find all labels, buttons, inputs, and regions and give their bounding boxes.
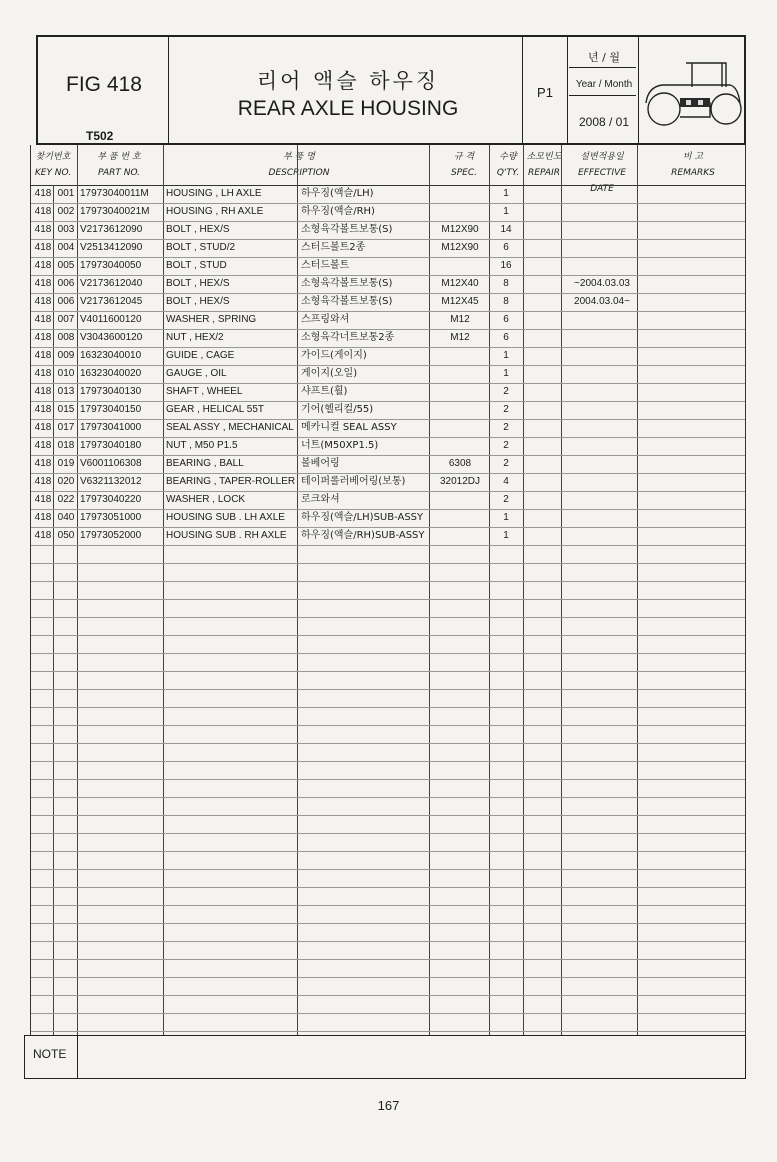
row-rule [31,599,745,600]
cell-part: 17973040220 [80,494,142,505]
note-divider [77,1036,78,1078]
col-header-remarks: 비 고 REMARKS [671,152,715,178]
col-header-effective-date: 설변적용일 EFFECTIVE DATE [577,152,626,194]
row-rule [31,833,745,834]
cell-fig: 418 [34,512,52,523]
cell-qty: 2 [503,458,509,469]
cell-qty: 4 [503,476,509,487]
row-rule [31,959,745,960]
note-label: NOTE [33,1047,67,1061]
cell-desc-en: BEARING , TAPER-ROLLER [166,476,296,487]
cell-part: 17973052000 [80,530,142,541]
cell-part: 17973040021M [80,206,150,217]
cell-desc-ko: 하우징(액슬/RH)SUB-ASSY [301,530,425,541]
table-row [31,275,745,293]
row-rule [31,563,745,564]
cell-desc-ko: 소형육각볼트보통(S) [301,278,393,289]
cell-spec: M12X90 [441,242,479,253]
cell-part: 17973051000 [80,512,142,523]
cell-desc-en: GAUGE , OIL [166,368,227,379]
cell-key: 017 [57,422,75,433]
cell-qty: 8 [503,278,509,289]
cell-desc-en: HOUSING SUB . LH AXLE [166,512,285,523]
cell-desc-ko: 게이지(오일) [301,368,358,379]
cell-desc-en: WASHER , LOCK [166,494,246,505]
row-rule [31,995,745,996]
cell-qty: 6 [503,242,509,253]
header-block [36,35,746,145]
cell-fig: 418 [34,296,52,307]
cell-part: 17973040150 [80,404,142,415]
row-rule [31,851,745,852]
page-label: P1 [537,85,553,100]
cell-desc-ko: 소형육각너트보통2종 [301,332,395,343]
row-rule [31,761,745,762]
cell-qty: 1 [503,350,509,361]
cell-desc-en: NUT , M50 P1.5 [166,440,238,451]
row-rule [31,923,745,924]
cell-fig: 418 [34,368,52,379]
cell-desc-ko: 로크와셔 [301,494,340,505]
cell-key: 003 [57,224,75,235]
cell-part: 16323040010 [80,350,142,361]
cell-desc-ko: 기어(헬리컬/55) [301,404,374,415]
title-english: REAR AXLE HOUSING [237,97,459,120]
cell-desc-ko: 소형육각볼트보통(S) [301,296,393,307]
row-rule [31,797,745,798]
cell-key: 008 [57,332,75,343]
table-row [31,401,745,419]
cell-part: V6001106308 [80,458,142,469]
row-rule [31,1031,745,1032]
table-row [31,455,745,473]
cell-desc-en: SHAFT , WHEEL [166,386,243,397]
cell-spec: M12 [450,314,470,325]
cell-fig: 418 [34,314,52,325]
row-rule [31,617,745,618]
cell-fig: 418 [34,206,52,217]
cell-desc-en: GUIDE , CAGE [166,350,235,361]
cell-fig: 418 [34,440,52,451]
cell-key: 020 [57,476,75,487]
table-row [31,221,745,239]
table-row [31,509,745,527]
col-header-key: 찾기번호 KEY NO. [34,152,72,178]
cell-qty: 1 [503,206,509,217]
cell-part: V3043600120 [80,332,143,343]
cell-fig: 418 [34,476,52,487]
row-rule [31,815,745,816]
header-divider [569,67,636,68]
cell-qty: 8 [503,296,509,307]
cell-desc-ko: 볼베어링 [301,458,340,469]
cell-qty: 1 [503,368,509,379]
cell-qty: 2 [503,440,509,451]
table-row [31,293,745,311]
cell-fig: 418 [34,458,52,469]
cell-key: 001 [57,188,75,199]
cell-qty: 6 [503,332,509,343]
cell-key: 006 [57,296,75,307]
cell-eff: 2004.03.04~ [574,296,630,307]
col-header-description: 부 품 명 DESCRIPTION [268,152,330,178]
cell-fig: 418 [34,278,52,289]
cell-qty: 1 [503,530,509,541]
table-row [31,491,745,509]
row-rule [31,1013,745,1014]
page-number: 167 [377,1098,400,1113]
cell-spec: M12 [450,332,470,343]
cell-key: 019 [57,458,75,469]
cell-desc-ko: 샤프트(휠) [301,386,348,397]
cell-spec: M12X90 [441,224,479,235]
table-row [31,383,745,401]
cell-desc-en: BEARING , BALL [166,458,244,469]
row-rule [31,725,745,726]
cell-desc-en: HOUSING , RH AXLE [166,206,264,217]
cell-part: 17973040050 [80,260,142,271]
cell-part: V6321132012 [80,476,142,487]
year-month-korean: 년 / 월 [588,51,620,64]
cell-spec: M12X40 [441,278,479,289]
cell-desc-en: NUT , HEX/2 [166,332,224,343]
cell-key: 006 [57,278,75,289]
cell-spec: 6308 [448,458,472,469]
cell-qty: 2 [503,404,509,415]
cell-fig: 418 [34,422,52,433]
cell-qty: 14 [500,224,512,235]
cell-fig: 418 [34,350,52,361]
cell-fig: 418 [34,188,52,199]
cell-part: 17973040180 [80,440,142,451]
table-row [31,347,745,365]
cell-desc-ko: 메카니컬 SEAL ASSY [301,422,397,433]
cell-desc-ko: 스프링와셔 [301,314,350,325]
note-box [24,1035,746,1079]
table-row [31,437,745,455]
parts-sheet [24,35,746,1079]
cell-part: V2173612040 [80,278,143,289]
figure-number: FIG 418 [66,73,142,96]
cell-desc-en: BOLT , HEX/S [166,278,230,289]
cell-qty: 2 [503,494,509,505]
cell-key: 015 [57,404,75,415]
row-rule [31,977,745,978]
row-rule [31,941,745,942]
table-row [31,527,745,545]
cell-desc-en: GEAR , HELICAL 55T [166,404,264,415]
row-rule [31,779,745,780]
cell-desc-ko: 하우징(액슬/LH)SUB-ASSY [301,512,424,523]
tractor-icon [642,57,746,137]
header-divider [168,37,169,143]
table-row [31,311,745,329]
cell-desc-en: BOLT , STUD [166,260,227,271]
cell-key: 007 [57,314,75,325]
cell-part: V2173612090 [80,224,143,235]
cell-fig: 418 [34,386,52,397]
cell-part: 17973041000 [80,422,142,433]
year-month-label: Year / Month [575,79,633,90]
cell-desc-ko: 스터드볼트2종 [301,242,366,253]
cell-desc-en: SEAL ASSY , MECHANICAL [166,422,294,433]
cell-part: V2173612045 [80,296,143,307]
cell-part: V2513412090 [80,242,143,253]
row-rule [31,905,745,906]
table-row [31,239,745,257]
cell-spec: M12X45 [441,296,479,307]
cell-fig: 418 [34,530,52,541]
row-rule [31,869,745,870]
cell-fig: 418 [34,224,52,235]
cell-key: 010 [57,368,75,379]
cell-desc-en: HOUSING , LH AXLE [166,188,262,199]
cell-qty: 6 [503,314,509,325]
cell-desc-en: HOUSING SUB . RH AXLE [166,530,287,541]
cell-desc-ko: 하우징(액슬/RH) [301,206,375,217]
table-row [31,329,745,347]
row-rule [31,635,745,636]
cell-qty: 16 [500,260,512,271]
row-rule [31,887,745,888]
cell-part: 17973040130 [80,386,142,397]
col-header-repair: 소모빈도 REPAIR [526,152,562,178]
cell-key: 002 [57,206,75,217]
row-rule [31,653,745,654]
cell-fig: 418 [34,242,52,253]
cell-qty: 2 [503,422,509,433]
cell-key: 004 [57,242,75,253]
cell-key: 040 [57,512,75,523]
cell-key: 018 [57,440,75,451]
cell-desc-en: BOLT , STUD/2 [166,242,236,253]
cell-key: 009 [57,350,75,361]
row-rule [31,743,745,744]
cell-fig: 418 [34,260,52,271]
row-rule [31,581,745,582]
cell-desc-ko: 스터드볼트 [301,260,350,271]
header-divider [569,95,636,96]
cell-desc-ko: 소형육각볼트보통(S) [301,224,393,235]
row-rule [31,707,745,708]
cell-desc-en: WASHER , SPRING [166,314,257,325]
cell-part: 17973040011M [80,188,149,199]
cell-desc-ko: 하우징(액슬/LH) [301,188,374,199]
model-code: T502 [86,129,114,143]
cell-fig: 418 [34,332,52,343]
cell-qty: 1 [503,512,509,523]
parts-table [30,145,746,1035]
row-rule [31,545,745,546]
col-header-qty: 수량 Q'TY. [496,152,520,178]
cell-qty: 2 [503,386,509,397]
table-row [31,419,745,437]
cell-key: 022 [57,494,75,505]
cell-desc-en: BOLT , HEX/S [166,224,230,235]
cell-desc-en: BOLT , HEX/S [166,296,230,307]
cell-desc-ko: 테이퍼롤러베어링(보통) [301,476,406,487]
cell-key: 050 [57,530,75,541]
table-row [31,365,745,383]
table-row [31,473,745,491]
col-header-part: 부 품 번 호 PART NO. [97,152,141,178]
row-rule [31,671,745,672]
table-row [31,203,745,221]
title-korean: 리어 액슬 하우징 [256,69,440,93]
cell-fig: 418 [34,494,52,505]
row-rule [31,689,745,690]
cell-fig: 418 [34,404,52,415]
table-row [31,257,745,275]
cell-qty: 1 [503,188,509,199]
col-header-spec: 규 격 SPEC. [451,152,477,178]
table-row [31,185,745,203]
cell-key: 005 [57,260,75,271]
cell-key: 013 [57,386,75,397]
cell-desc-ko: 너트(M50XP1.5) [301,440,379,451]
cell-part: V4011600120 [80,314,142,325]
cell-eff: ~2004.03.03 [574,278,630,289]
cell-desc-ko: 가이드(게이지) [301,350,367,361]
cell-spec: 32012DJ [439,476,481,487]
year-month-value: 2008 / 01 [578,115,630,129]
cell-part: 16323040020 [80,368,142,379]
